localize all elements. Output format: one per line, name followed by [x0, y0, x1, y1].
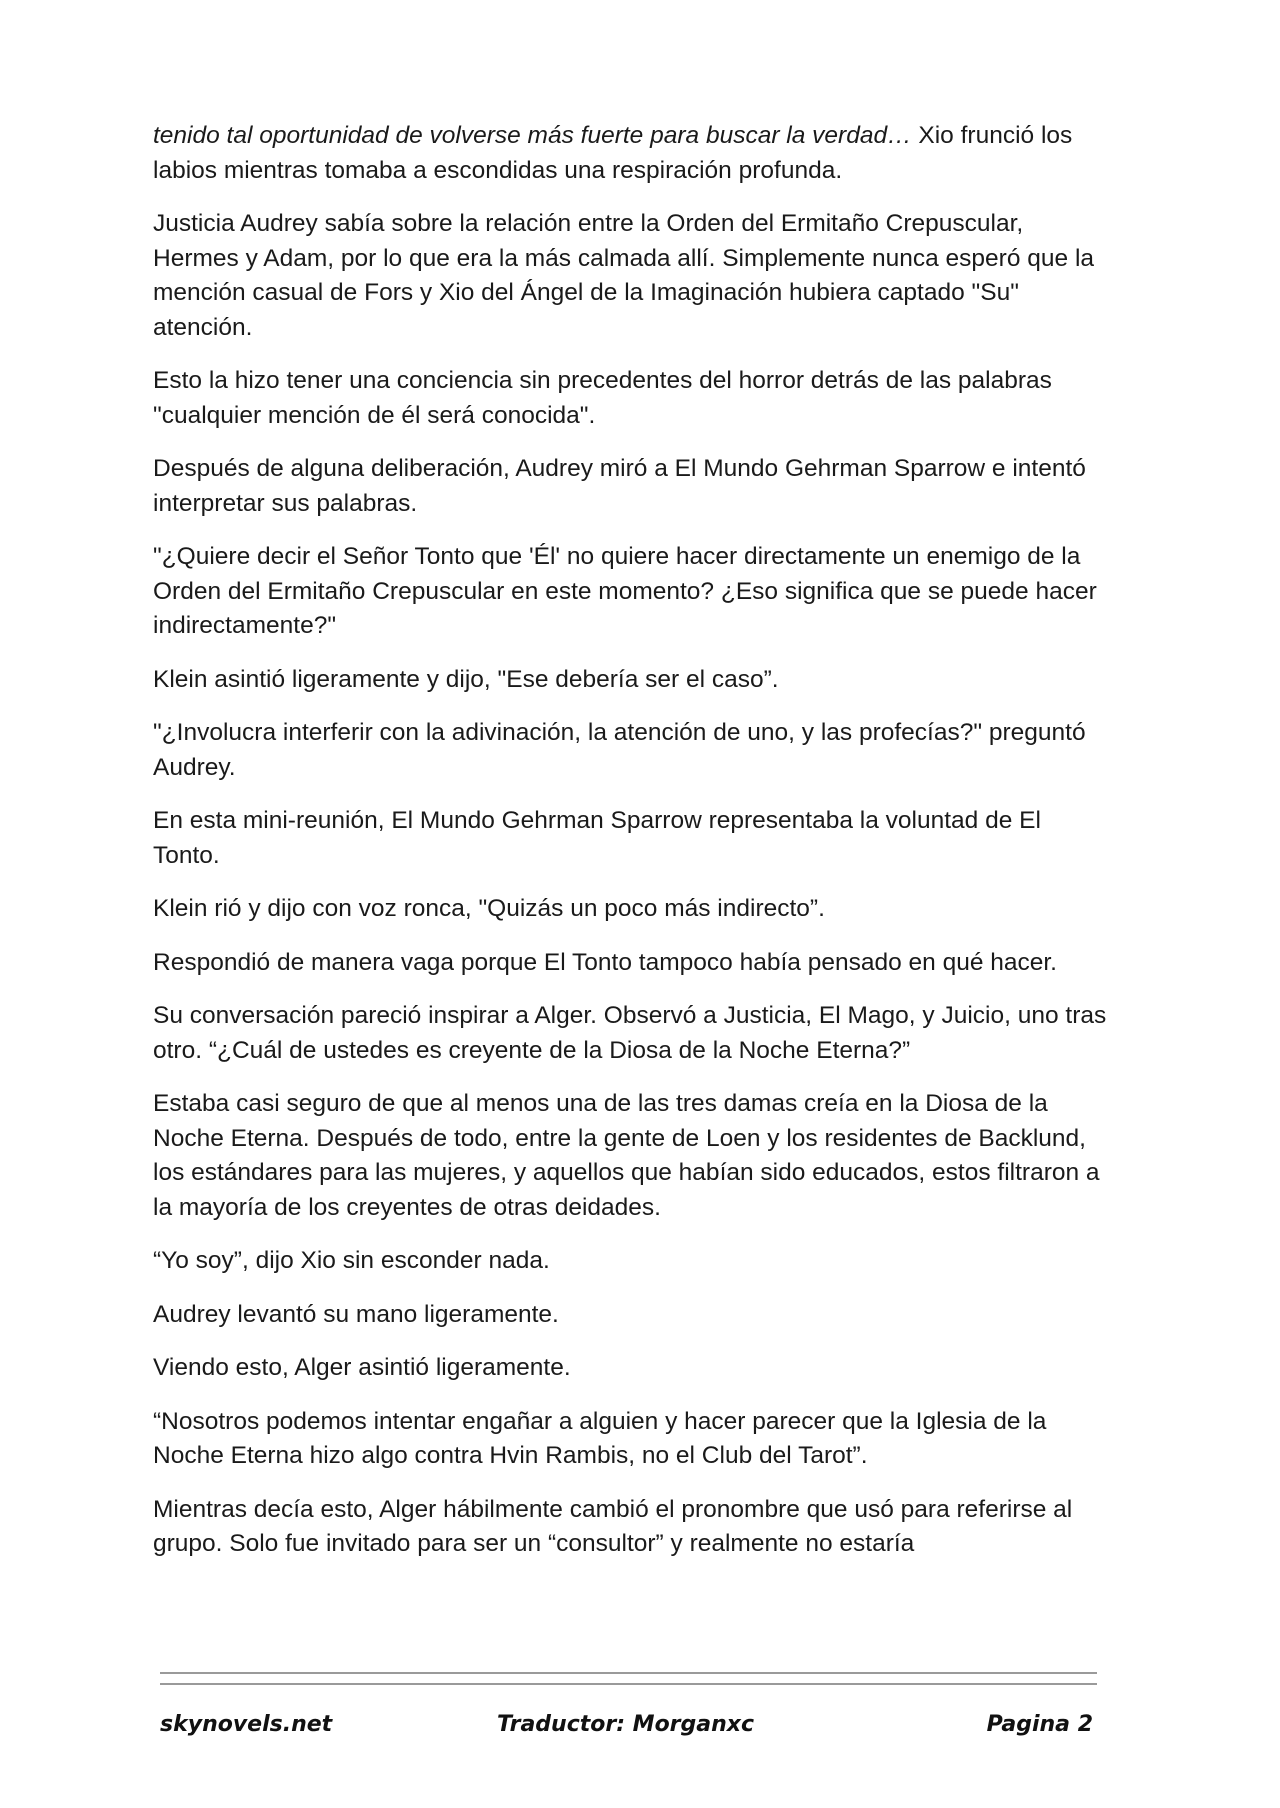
paragraph-text: Después de alguna deliberación, Audrey miró a El Mundo Gehrman Sparrow e intentó interpretar sus palabras. [153, 455, 1086, 517]
paragraph-text: “Yo soy”, dijo Xio sin esconder nada. [153, 1247, 550, 1274]
paragraph [153, 1493, 1108, 1562]
paragraph [153, 452, 1108, 521]
paragraph-text: “Nosotros podemos intentar engañar a alguien y hacer parecer que la Iglesia de la Noche Eterna hizo algo contra Hvin Rambis, no el Club del Tarot”. [153, 1407, 1047, 1469]
paragraph [153, 1298, 1108, 1333]
paragraph [153, 207, 1108, 345]
paragraph [153, 892, 1108, 927]
paragraph [153, 999, 1108, 1068]
paragraph [153, 1087, 1108, 1225]
paragraph [153, 1351, 1108, 1386]
paragraph [153, 540, 1108, 644]
paragraph-text: Estaba casi seguro de que al menos una de las tres damas creía en la Diosa de la Noche Eterna. Después de todo, entre la gente de Loen y los residentes de Backlund, los estándares para las mujeres, y aquellos que habían sido educados, estos filtraron a la mayoría de los creyentes de otras deidades. [153, 1090, 1100, 1221]
paragraph-text: Su conversación pareció inspirar a Alger. Observó a Justicia, El Mago, y Juicio, uno tras otro. “¿Cuál de ustedes es creyente de la Diosa de la Noche Eterna?” [153, 1002, 1107, 1064]
footer-divider-bottom [160, 1683, 1097, 1685]
paragraph-text: Viendo esto, Alger asintió ligeramente. [153, 1354, 571, 1381]
paragraph-text: Audrey levantó su mano ligeramente. [153, 1300, 559, 1328]
paragraph-text: Klein rió y dijo con voz ronca, "Quizás un poco más indirecto”. [153, 895, 825, 922]
footer-page-number: Pagina 2 [986, 1712, 1093, 1737]
paragraph-text: Xio frunció los labios mientras tomaba a escondidas una respiración profunda. [153, 122, 1073, 184]
paragraph-text: Respondió de manera vaga porque El Tonto tampoco había pensado en qué hacer. [153, 948, 1057, 976]
paragraph-text: "¿Involucra interferir con la adivinación, la atención de uno, y las profecías?" preguntó Audrey. [153, 719, 1086, 781]
paragraph [153, 364, 1108, 433]
paragraph-text: Justicia Audrey sabía sobre la relación entre la Orden del Ermitaño Crepuscular, Hermes y Adam, por lo que era la más calmada allí. Simplemente nunca esperó que la mención casual de Fors y Xio del Ángel de la Imaginación hubiera captado "Su" atención. [153, 210, 1095, 341]
paragraph [153, 1405, 1108, 1474]
paragraph [153, 804, 1108, 873]
paragraph-text: Esto la hizo tener una conciencia sin precedentes del horror detrás de las palabras "cualquier mención de él será conocida". [153, 367, 1052, 429]
page-footer [160, 1712, 1097, 1748]
footer-divider-top [160, 1672, 1097, 1674]
paragraph-text: Klein asintió ligeramente y dijo, "Ese debería ser el caso”. [153, 665, 779, 693]
paragraph [153, 119, 1108, 188]
footer-site: skynovels.net [160, 1712, 333, 1737]
paragraph [153, 946, 1108, 981]
paragraph-text: "¿Quiere decir el Señor Tonto que 'Él' no quiere hacer directamente un enemigo de la Orden del Ermitaño Crepuscular en este momento? ¿Eso significa que se puede hacer indirectamente?" [153, 543, 1097, 639]
body-text [153, 119, 1108, 1581]
paragraph [153, 663, 1108, 698]
paragraph-text: En esta mini-reunión, El Mundo Gehrman Sparrow representaba la voluntad de El Tonto. [153, 807, 1041, 869]
paragraph [153, 1244, 1108, 1279]
paragraph-italic: tenido tal oportunidad de volverse más fuerte para buscar la verdad… [153, 122, 912, 149]
paragraph [153, 716, 1108, 785]
paragraph-text: Mientras decía esto, Alger hábilmente cambió el pronombre que usó para referirse al grupo. Solo fue invitado para ser un “consultor” y realmente no estaría [153, 1495, 1073, 1557]
footer-translator: Traductor: Morganxc [497, 1712, 755, 1737]
